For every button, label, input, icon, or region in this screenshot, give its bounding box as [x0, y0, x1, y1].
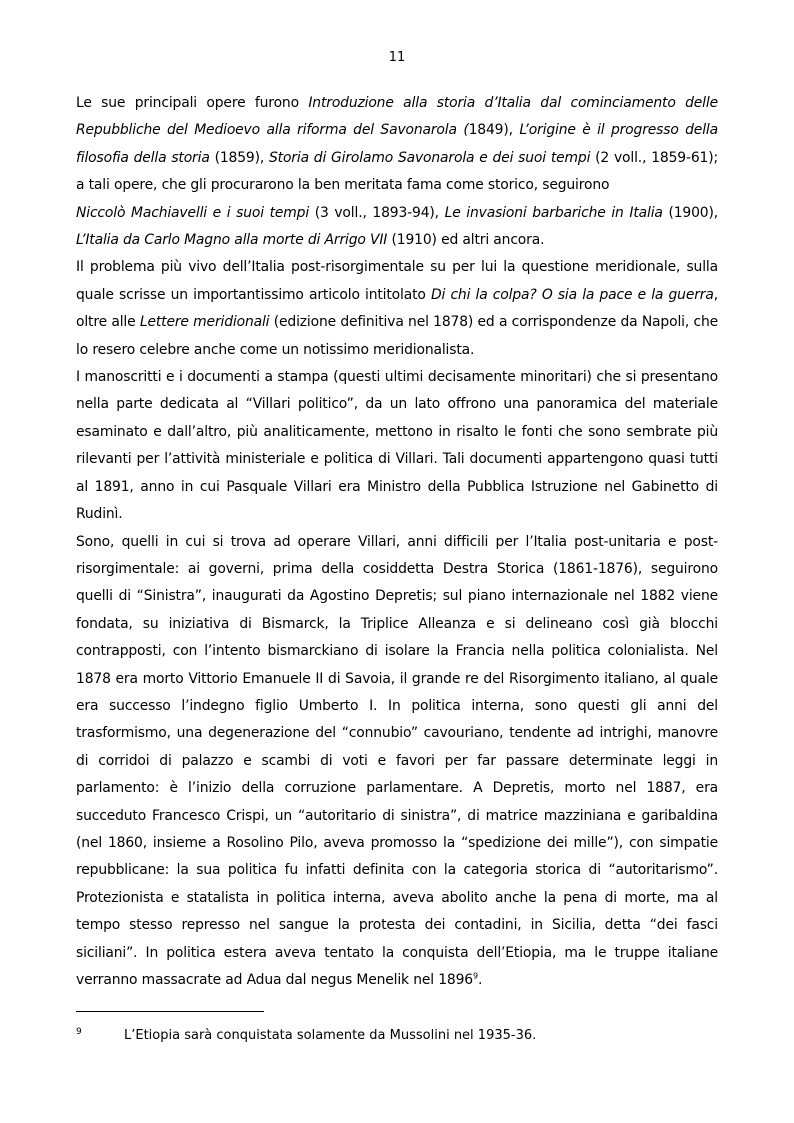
- text-run: (1900),: [662, 204, 718, 221]
- text-run: Il problema più vivo dell’Italia post-risorgimentale su per lui la questione meridionale, sulla quale scrisse un importantissimo articolo intitolato: [76, 259, 718, 303]
- paragraph-southern-question: [76, 254, 718, 364]
- book-title: Storia di Girolamo Savonarola e dei suoi tempi: [269, 149, 591, 166]
- text-run: (2 voll., 1859-61); a tali opere, che gli procurarono la ben meritata fama come storico, seguirono: [76, 149, 718, 194]
- text-run: (1910) ed altri ancora.: [387, 232, 545, 249]
- footnote-separator: [76, 1011, 264, 1012]
- paragraph-works: [76, 90, 718, 254]
- text-run: (3 voll., 1893-94),: [309, 204, 445, 221]
- text-run: Le sue principali opere furono: [76, 95, 309, 111]
- paragraph-documents: I manoscritti e i documenti a stampa (questi ultimi decisamente minoritari) che si presentano nella parte dedicata al “Villari politico”, da un lato offrono una panoramica del materiale esaminato e dall’altro, più analiticamente, mettono in risalto le fonti che sono sembrate più rilevanti per l’attività ministeriale e politica di Villari. Tali documenti appartengono quasi tutti al 1891, anno in cui Pasquale Villari era Ministro della Pubblica Istruzione nel Gabinetto di Rudinì.: [76, 369, 718, 523]
- book-title: Niccolò Machiavelli e i suoi tempi: [76, 204, 310, 221]
- book-title: L’Italia da Carlo Magno alla morte di Arrigo VII: [76, 232, 388, 249]
- text-run: (edizione definitiva nel 1878) ed a corrispondenze da Napoli, che lo resero celebre anche come un notissimo meridionalista.: [76, 314, 719, 358]
- footnote-reference[interactable]: 9: [473, 971, 478, 981]
- text-run: , oltre alle: [76, 286, 718, 331]
- book-title: Le invasioni barbariche in Italia: [444, 204, 663, 221]
- text-run: (1859),: [209, 149, 269, 166]
- footnote-text: L’Etiopia sarà conquistata solamente da Mussolini nel 1935-36.: [124, 1028, 537, 1043]
- page-number: 11: [388, 50, 406, 65]
- text-run: 1849),: [468, 122, 520, 139]
- footnote-mark: 9: [76, 1027, 82, 1037]
- book-title: Introduzione alla storia d’Italia dal cominciamento delle Repubbliche del Medioevo alla riforma del Savonarola (: [76, 95, 718, 139]
- book-title: Lettere meridionali: [139, 314, 270, 331]
- text-run: .: [477, 972, 483, 988]
- book-title: L’origine è il progresso della filosofia della storia: [76, 122, 718, 166]
- body-text: [76, 90, 718, 994]
- article-title: Di chi la colpa? O sia la pace e la guerra: [430, 286, 714, 303]
- text-run: Sono, quelli in cui si trova ad operare Villari, anni difficili per l’Italia post-unitaria e post-risorgimentale: ai governi, prima della cosiddetta Destra Storica (1861-1876), seguirono quelli di “Sinistra”, inaugurati da Agostino Depretis; sul piano internazionale nel 1882 viene fondata, su iniziativa di Bismarck, la Triplice Alleanza e si delineano così già blocchi contrapposti, con l’intento bismarckiano di isolare la Francia nella politica colonialista. Nel 1878 era morto Vittorio Emanuele II di Savoia, il grande re del Risorgimento italiano, al quale era successo l’indegno figlio Umberto I. In politica interna, sono questi gli anni del trasformismo, una degenerazione del “connubio” cavouriano, tendente ad intrighi, manovre di corridoi di palazzo e scambi di voti e favori per far passare determinate leggi in parlamento: è l’inizio della corruzione parlamentare. A Depretis, morto nel 1887, era succeduto Francesco Crispi, un “autoritario di sinistra”, di matrice mazziniana e garibaldina (nel 1860, insieme a Rosolino Pilo, aveva promosso la “spedizione dei mille”), con simpatie repubblicane: la sua politica fu infatti definita con la categoria storica di “autoritarismo”. Protezionista e statalista in politica interna, aveva abolito anche la pena di morte, ma al tempo stesso represso nel sangue la protesta dei contadini, in Sicilia, detta “dei fasci siciliani”. In politica estera aveva tentato la conquista dell’Etiopia, ma le truppe italiane verranno massacrate ad Adua dal negus Menelik nel 1896: [76, 533, 718, 988]
- paragraph-historical-context: [76, 529, 718, 995]
